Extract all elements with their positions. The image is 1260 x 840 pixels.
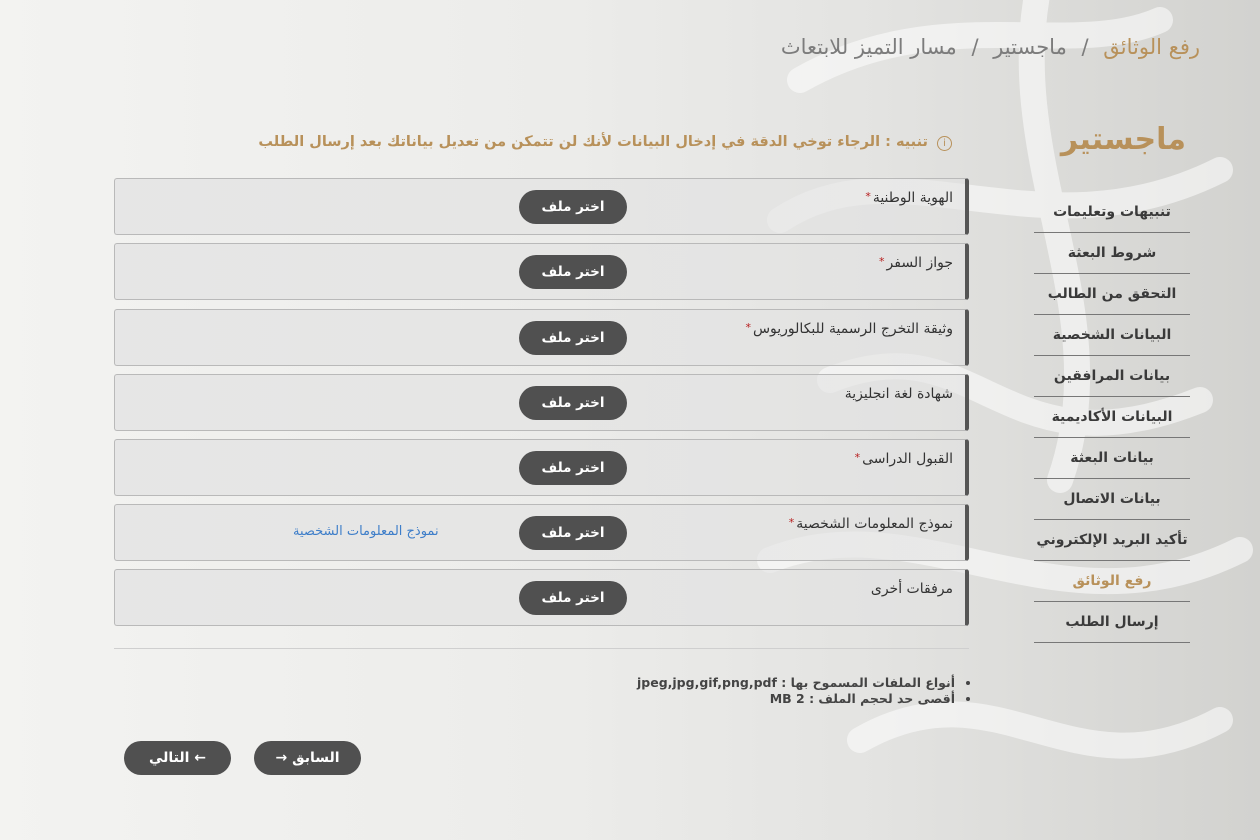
upload-row-admission (114, 439, 969, 496)
info-icon: i (937, 136, 952, 151)
required-mark: * (788, 516, 795, 529)
upload-label-text: شهادة لغة انجليزية (844, 386, 953, 402)
upload-label (745, 321, 953, 337)
sidebar-item-personal[interactable]: البيانات الشخصية (1034, 315, 1190, 356)
upload-label (845, 386, 953, 402)
allowed-types-note: • أنواع الملفات المسموح بها : jpeg,jpg,gif,png,pdf (600, 675, 955, 691)
warning-notice (258, 134, 952, 151)
upload-row-national-id (114, 178, 969, 235)
sidebar-item-contact[interactable]: بيانات الاتصال (1034, 479, 1190, 520)
choose-file-button[interactable]: اختر ملف (519, 386, 627, 420)
sidebar-item-conditions[interactable]: شروط البعثة (1034, 233, 1190, 274)
choose-file-button[interactable]: اختر ملف (519, 581, 627, 615)
breadcrumb-separator: / (971, 35, 979, 59)
upload-row-english-certificate (114, 374, 969, 431)
sidebar-title: ماجستير (1060, 122, 1186, 157)
sidebar-item-email-confirm[interactable]: تأكيد البريد الإلكتروني (1034, 520, 1190, 561)
required-mark: * (745, 321, 751, 334)
upload-row-other-attachments (114, 569, 969, 626)
sidebar-item-instructions[interactable]: تنبيهات وتعليمات (1034, 192, 1190, 233)
upload-label (789, 516, 953, 532)
upload-label (855, 451, 953, 467)
sidebar-item-verification[interactable]: التحقق من الطالب (1034, 274, 1190, 315)
upload-row-passport (114, 243, 969, 300)
upload-row-bachelor-certificate (114, 309, 969, 366)
choose-file-button[interactable]: اختر ملف (519, 451, 627, 485)
divider (114, 648, 969, 649)
sidebar-item-academic[interactable]: البيانات الأكاديمية (1034, 397, 1190, 438)
upload-label-text: نموذج المعلومات الشخصية (796, 516, 953, 532)
max-size-note: • أقصى حد لحجم الملف : MB 2 (600, 691, 955, 707)
upload-label-text: القبول الدراسى (862, 451, 953, 467)
choose-file-button[interactable]: اختر ملف (519, 190, 627, 224)
upload-label-text: وثيقة التخرج الرسمية للبكالوريوس (752, 321, 953, 337)
sidebar-item-scholarship[interactable]: بيانات البعثة (1034, 438, 1190, 479)
warning-notice-text: تنبيه : الرجاء توخي الدقة في إدخال البيانات لأنك لن تتمكن من تعديل بياناتك بعد إرسال الطلب (258, 134, 928, 150)
required-mark: * (879, 255, 885, 268)
breadcrumb-current: رفع الوثائق (1103, 35, 1200, 59)
previous-button[interactable]: → السابق (254, 741, 361, 775)
breadcrumb (780, 34, 1200, 70)
next-button[interactable]: التالي ← (124, 741, 231, 775)
sidebar-item-upload-docs[interactable]: رفع الوثائق (1034, 561, 1190, 602)
upload-label (871, 581, 953, 597)
choose-file-button[interactable]: اختر ملف (519, 516, 627, 550)
upload-label-text: مرفقات أخرى (870, 581, 953, 597)
required-mark: * (854, 451, 861, 464)
file-requirements-list (600, 675, 969, 707)
breadcrumb-program-link[interactable]: مسار التميز للابتعاث (780, 35, 957, 59)
sidebar-nav (1034, 192, 1190, 643)
personal-info-form-link[interactable]: نموذج المعلومات الشخصية (293, 524, 439, 539)
required-mark: * (865, 190, 871, 203)
upload-label-text: الهوية الوطنية (872, 190, 953, 206)
breadcrumb-masters-link[interactable]: ماجستير (993, 35, 1067, 59)
upload-row-personal-info-form (114, 504, 969, 561)
choose-file-button[interactable]: اختر ملف (519, 321, 627, 355)
sidebar-item-companions[interactable]: بيانات المرافقين (1034, 356, 1190, 397)
upload-label (865, 190, 953, 206)
choose-file-button[interactable]: اختر ملف (519, 255, 627, 289)
upload-label (879, 255, 953, 271)
upload-label-text: جواز السفر (886, 255, 953, 271)
sidebar-item-submit[interactable]: إرسال الطلب (1034, 602, 1190, 643)
breadcrumb-separator: / (1081, 35, 1089, 59)
